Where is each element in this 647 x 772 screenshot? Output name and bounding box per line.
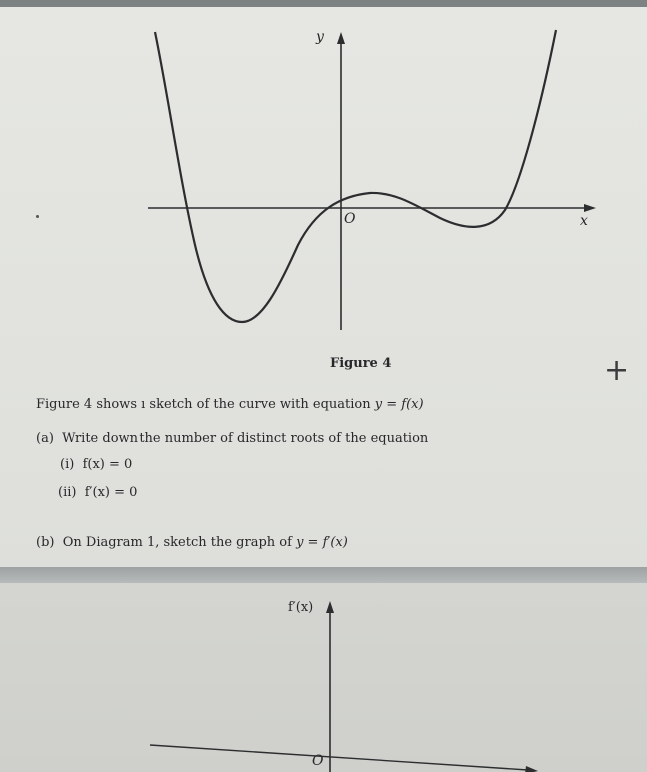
diagram-x-axis <box>150 745 528 770</box>
part-b-text: On Diagram 1, sketch the graph of <box>62 535 297 550</box>
figure-caption: Figure 4 <box>330 356 392 371</box>
diagram-y-label: f′(x) <box>288 600 314 615</box>
part-b-label: (b) <box>36 535 55 550</box>
diagram-origin-label: O <box>312 753 324 769</box>
part-b <box>36 535 348 550</box>
part-a-i-label: (i) <box>60 457 75 472</box>
diagram-x-axis-arrow <box>525 766 538 772</box>
speck <box>36 215 39 218</box>
curve-f <box>155 30 556 322</box>
question-intro-text: Figure 4 shows ı sketch of the curve with equation <box>36 397 375 412</box>
x-axis-label: x <box>580 213 588 229</box>
part-a-ii <box>58 485 137 500</box>
x-axis-arrow <box>584 204 596 212</box>
part-a-label: (a) <box>36 431 54 446</box>
origin-label: O <box>344 211 356 227</box>
part-a <box>36 431 428 446</box>
part-a-ii-equation: f′(x) = 0 <box>84 485 138 500</box>
question-intro-equation: y = f(x) <box>374 397 424 412</box>
part-a-text: Write down the number of distinct roots of the equation <box>62 431 429 446</box>
y-axis-arrow <box>337 32 345 44</box>
question-intro <box>36 397 424 412</box>
part-a-i-equation: f(x) = 0 <box>82 457 133 472</box>
part-a-ii-label: (ii) <box>58 485 77 500</box>
y-axis-label: y <box>316 29 324 45</box>
part-a-i <box>60 457 132 472</box>
part-b-equation: y = f′(x) <box>296 535 348 550</box>
plus-mark: + <box>604 353 630 388</box>
diagram-y-axis-arrow <box>326 601 334 613</box>
